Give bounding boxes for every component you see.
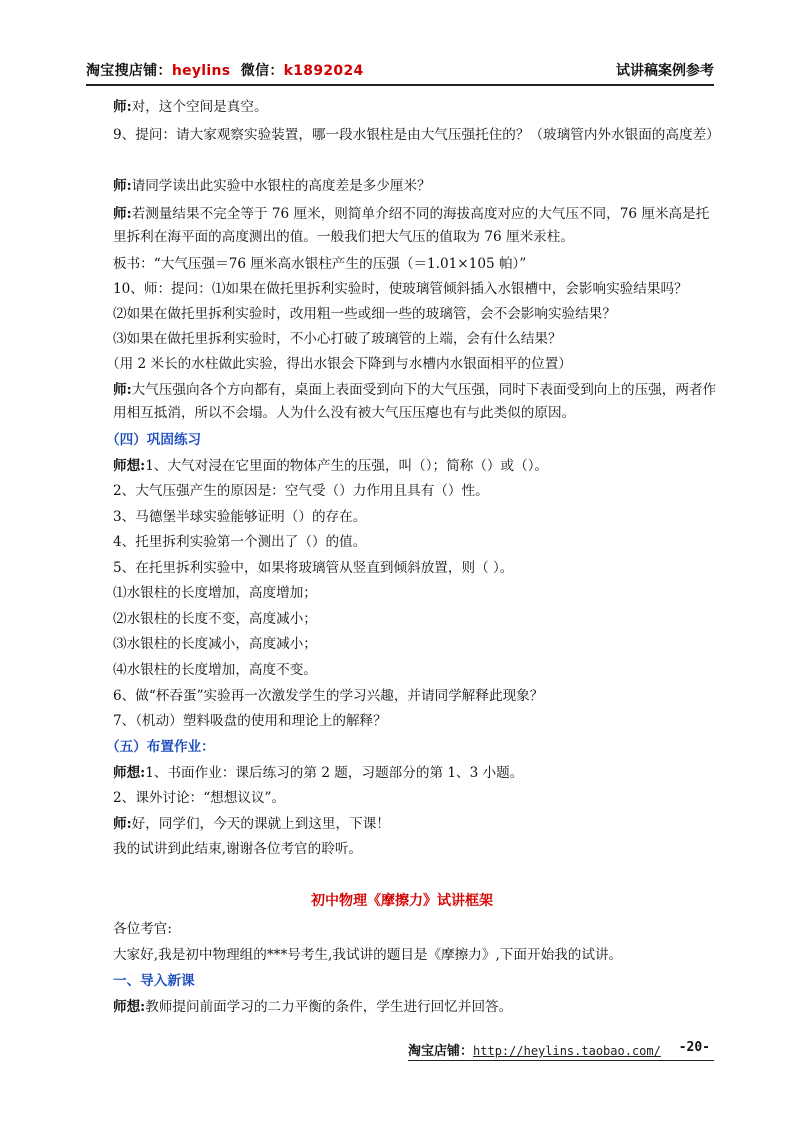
page-header	[86, 56, 714, 86]
line-9: 师:大气压强向各个方向都有，桌面上表面受到向下的大气压强，同时下表面受到向上的压强，两者作用相互抵消，所以不会塌。人为什么没有被大气压压瘪也有与此类似的原因。	[113, 382, 717, 421]
line-18: ⑶水银柱的长度减小，高度减小；	[113, 636, 317, 652]
line-5: 10、师：提问：⑴如果在做托里拆利实验时，使玻璃管倾斜插入水银槽中，会影响实验结果吗？	[113, 281, 688, 297]
line-25: 师:好，同学们，今天的课就上到这里，下课！	[113, 816, 390, 832]
line-2: 师:请同学读出此实验中水银柱的高度差是多少厘米？	[113, 178, 431, 194]
line-7: ⑶如果在做托里拆利实验时，不小心打破了玻璃管的上端，会有什么结果？	[113, 331, 562, 347]
line-20: 6、做“杯吞蛋”实验再一次激发学生的学习兴趣，并请同学解释此现象？	[113, 688, 544, 704]
header-wechat-label: 微信：	[230, 63, 284, 79]
page-footer	[408, 1040, 714, 1061]
line-26: 我的试讲到此结束,谢谢各位考官的聆听。	[113, 841, 363, 857]
line-17: ⑵水银柱的长度不变，高度减小；	[113, 611, 317, 627]
header-shop-label: 淘宝搜店铺：	[86, 63, 172, 79]
line-11: 师想:1、大气对浸在它里面的物体产生的压强，叫（）；简称（）或（）。	[113, 458, 549, 474]
line-28: 各位考官:	[113, 921, 172, 937]
line-29: 大家好,我是初中物理组的***号考生,我试讲的题目是《摩擦力》,下面开始我的试讲。	[113, 947, 623, 963]
line-21: 7、（机动）塑料吸盘的使用和理论上的解释？	[113, 713, 387, 729]
line-6: ⑵如果在做托里拆利实验时，改用粗一些或细一些的玻璃管，会不会影响实验结果？	[113, 306, 616, 322]
footer-shop-label: 淘宝店铺：	[408, 1044, 474, 1059]
line-13: 3、马德堡半球实验能够证明（）的存在。	[113, 509, 367, 525]
section-heading-intro: 一、导入新课	[113, 973, 195, 989]
line-19: ⑷水银柱的长度增加，高度不变。	[113, 662, 317, 678]
line-24: 2、课外讨论：“想想议议”。	[113, 790, 286, 806]
line-31: 师想:教师提问前面学习的二力平衡的条件，学生进行回忆并回答。	[113, 999, 513, 1015]
line-23: 师想:1、书面作业：课后练习的第 2 题，习题部分的第 1、3 小题。	[113, 765, 524, 781]
line-0: 师:对，这个空间是真空。	[113, 99, 268, 115]
line-12: 2、大气压强产生的原因是：空气受（）力作用且具有（）性。	[113, 483, 489, 499]
header-right-title: 试讲稿案例参考	[616, 63, 714, 79]
line-16: ⑴水银柱的长度增加，高度增加；	[113, 585, 317, 601]
line-3: 师:若测量结果不完全等于 76 厘米，则简单介绍不同的海拔高度对应的大气压不同，76 厘米高是托里拆利在海平面的高度测出的值。一般我们把大气压的值取为 76 厘米汞柱。	[113, 206, 710, 245]
section-heading-homework: （五）布置作业：	[106, 739, 215, 755]
line-1: 9、提问：请大家观察实验装置，哪一段水银柱是由大气压强托住的？（玻璃管内外水银面的高度差）	[113, 127, 720, 143]
line-8: （用 2 米长的水柱做此实验，得出水银会下降到与水槽内水银面相平的位置）	[106, 356, 572, 372]
page-number: -20-	[678, 1040, 710, 1055]
header-wechat-id: k1892024	[283, 63, 364, 79]
line-4: 板书：“大气压强＝76 厘米高水银柱产生的压强（＝1.01×105 帕）”	[113, 256, 527, 272]
header-shop-info	[86, 60, 364, 80]
header-shop-name: heylins	[171, 63, 231, 79]
line-15: 5、在托里拆利实验中，如果将玻璃管从竖直到倾斜放置，则（ ）。	[113, 560, 514, 576]
line-14: 4、托里拆利实验第一个测出了（）的值。	[113, 534, 367, 550]
footer-shop-url[interactable]: http://heylins.taobao.com/	[473, 1044, 661, 1058]
section-heading-practice: （四）巩固练习	[106, 432, 202, 448]
lesson-title: 初中物理《摩擦力》试讲框架	[311, 893, 493, 909]
